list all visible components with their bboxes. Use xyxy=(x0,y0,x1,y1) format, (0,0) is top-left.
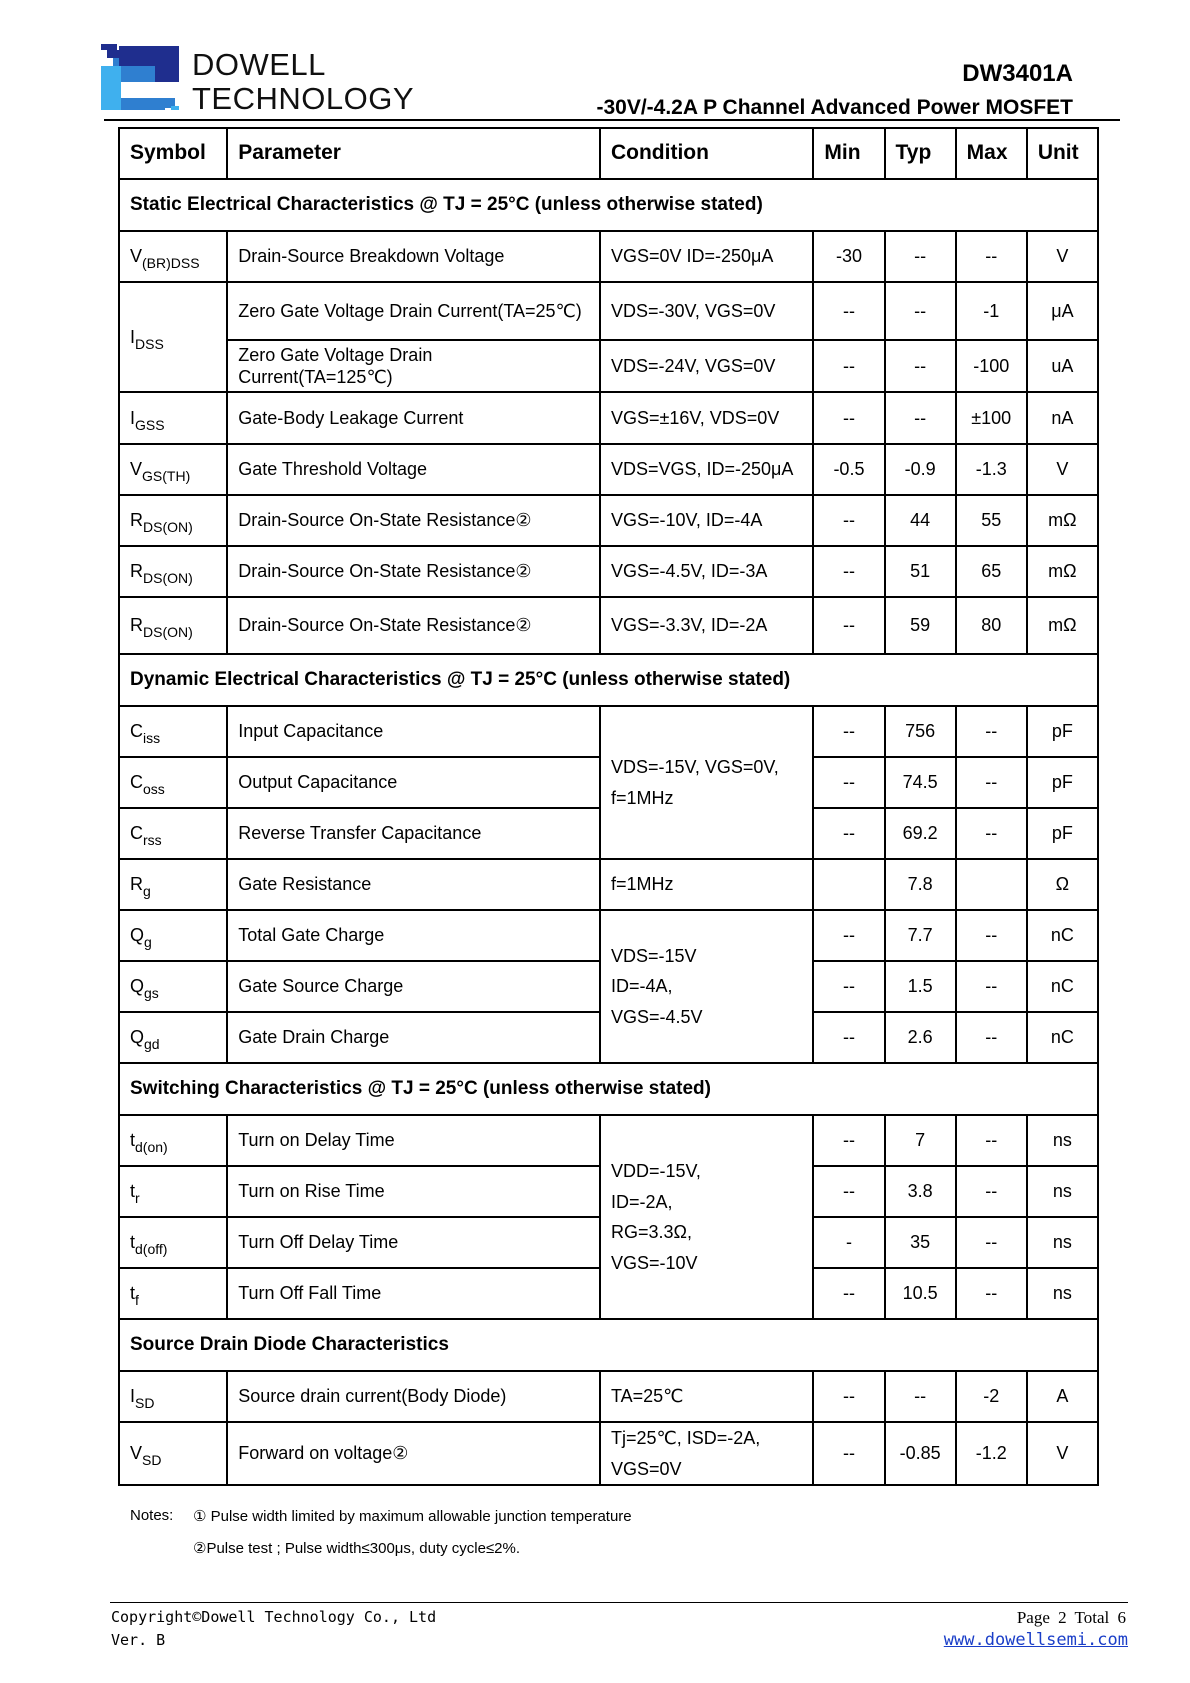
parameter-cell: Drain-Source On-State Resistance② xyxy=(227,495,600,546)
typ-cell: 756 xyxy=(885,706,956,757)
symbol-letter: t xyxy=(130,1232,136,1253)
header-max: Max xyxy=(956,128,1027,179)
table-row xyxy=(119,392,1098,444)
min-cell: -- xyxy=(813,1371,884,1422)
symbol-cell xyxy=(119,495,227,546)
symbol-cell xyxy=(119,392,227,444)
part-number: DW3401A xyxy=(962,60,1073,87)
symbol-letter: Q xyxy=(130,1027,145,1048)
min-cell: -- xyxy=(813,546,884,597)
symbol-letter: V xyxy=(130,459,143,480)
symbol-subscript: DS(ON) xyxy=(143,519,193,536)
max-cell: -100 xyxy=(956,340,1027,392)
condition-cell: VGS=0V ID=-250μA xyxy=(600,231,813,282)
parameter-cell: Zero Gate Voltage Drain Current(TA=125℃) xyxy=(227,340,600,392)
notes xyxy=(130,1507,632,1557)
condition-cell: VGS=±16V, VDS=0V xyxy=(600,392,813,444)
parameter-cell: Total Gate Charge xyxy=(227,910,600,961)
symbol-cell xyxy=(119,706,227,757)
max-cell: ±100 xyxy=(956,392,1027,444)
symbol-subscript: d(on) xyxy=(135,1139,168,1156)
condition-cell: VGS=-10V, ID=-4A xyxy=(600,495,813,546)
unit-cell: nA xyxy=(1027,392,1098,444)
condition-line: VDD=-15V, xyxy=(610,1161,701,1181)
symbol-letter: t xyxy=(130,1283,136,1304)
symbol-letter: R xyxy=(130,874,143,895)
typ-cell: -- xyxy=(885,282,956,340)
min-cell: -- xyxy=(813,1422,884,1485)
condition-cell xyxy=(600,1422,813,1485)
parameter-cell: Source drain current(Body Diode) xyxy=(227,1371,600,1422)
table-row xyxy=(119,910,1098,961)
symbol-letter: I xyxy=(130,407,136,428)
min-cell: -- xyxy=(813,706,884,757)
section-row-diode xyxy=(119,1319,1098,1371)
min-cell: -0.5 xyxy=(813,444,884,495)
symbol-cell xyxy=(119,1115,227,1166)
table-row xyxy=(119,1371,1098,1422)
table-row xyxy=(119,546,1098,597)
header-parameter: Parameter xyxy=(227,128,600,179)
unit-cell: nC xyxy=(1027,961,1098,1012)
symbol-letter: V xyxy=(130,1443,143,1464)
symbol-cell xyxy=(119,546,227,597)
note-1: ① Pulse width limited by maximum allowable junction temperature xyxy=(193,1508,632,1525)
symbol-letter: R xyxy=(130,615,143,636)
header-unit: Unit xyxy=(1027,128,1098,179)
symbol-subscript: oss xyxy=(143,781,165,798)
max-cell: 80 xyxy=(956,597,1027,654)
unit-cell: mΩ xyxy=(1027,546,1098,597)
parameter-cell: Input Capacitance xyxy=(227,706,600,757)
typ-cell: 51 xyxy=(885,546,956,597)
notes-label: Notes: xyxy=(130,1507,174,1524)
table-row xyxy=(119,444,1098,495)
header-min: Min xyxy=(813,128,884,179)
symbol-subscript: (BR)DSS xyxy=(142,255,200,272)
min-cell: -- xyxy=(813,597,884,654)
min-cell xyxy=(813,859,884,910)
max-cell: -- xyxy=(956,1115,1027,1166)
symbol-cell xyxy=(119,757,227,808)
symbol-subscript: g xyxy=(143,883,151,900)
table-row xyxy=(119,340,1098,392)
symbol-subscript: GS(TH) xyxy=(142,468,191,485)
min-cell: -- xyxy=(813,1166,884,1217)
unit-cell: mΩ xyxy=(1027,597,1098,654)
typ-cell: 3.8 xyxy=(885,1166,956,1217)
min-cell: -- xyxy=(813,495,884,546)
symbol-cell xyxy=(119,1268,227,1319)
typ-cell: -- xyxy=(885,392,956,444)
condition-line: VGS=-10V xyxy=(610,1252,698,1273)
typ-cell: 69.2 xyxy=(885,808,956,859)
condition-cell: f=1MHz xyxy=(600,859,813,910)
condition-line: ID=-4A, xyxy=(610,976,673,997)
symbol-cell xyxy=(119,808,227,859)
unit-cell: pF xyxy=(1027,706,1098,757)
typ-cell: 7 xyxy=(885,1115,956,1166)
condition-line: f=1MHz xyxy=(610,787,674,808)
unit-cell: uA xyxy=(1027,340,1098,392)
symbol-subscript: DS(ON) xyxy=(143,570,193,587)
symbol-cell xyxy=(119,961,227,1012)
header-condition: Condition xyxy=(600,128,813,179)
symbol-cell xyxy=(119,859,227,910)
parameter-cell: Drain-Source On-State Resistance② xyxy=(227,546,600,597)
unit-cell: μA xyxy=(1027,282,1098,340)
max-cell: -- xyxy=(956,706,1027,757)
max-cell: -- xyxy=(956,1217,1027,1268)
footer-rule xyxy=(110,1602,1128,1603)
symbol-letter: I xyxy=(130,1386,136,1407)
max-cell: 55 xyxy=(956,495,1027,546)
symbol-cell xyxy=(119,1012,227,1063)
symbol-letter: R xyxy=(130,561,143,582)
table-row xyxy=(119,1115,1098,1166)
max-cell: -2 xyxy=(956,1371,1027,1422)
unit-cell: nC xyxy=(1027,910,1098,961)
parameter-cell: Drain-Source Breakdown Voltage xyxy=(227,231,600,282)
min-cell: - xyxy=(813,1217,884,1268)
symbol-cell xyxy=(119,1371,227,1422)
section-title-diode: Source Drain Diode Characteristics xyxy=(119,1319,1098,1371)
table-row xyxy=(119,859,1098,910)
header-typ: Typ xyxy=(885,128,956,179)
parameter-cell: Gate Drain Charge xyxy=(227,1012,600,1063)
logo-text-technology: TECHNOLOGY xyxy=(192,81,415,116)
symbol-letter: Q xyxy=(130,925,145,946)
company-logo xyxy=(101,44,415,124)
condition-cell: VDS=VGS, ID=-250μA xyxy=(600,444,813,495)
typ-cell: -0.85 xyxy=(885,1422,956,1485)
condition-line: VGS=-4.5V xyxy=(610,1006,703,1027)
min-cell: -- xyxy=(813,757,884,808)
symbol-subscript: rss xyxy=(143,832,162,849)
symbol-cell xyxy=(119,1166,227,1217)
symbol-subscript: SD xyxy=(142,1452,162,1469)
section-row-switching xyxy=(119,1063,1098,1115)
header-symbol: Symbol xyxy=(119,128,227,179)
symbol-letter: t xyxy=(130,1130,136,1151)
unit-cell: pF xyxy=(1027,757,1098,808)
parameter-cell: Turn Off Delay Time xyxy=(227,1217,600,1268)
symbol-cell xyxy=(119,1422,227,1485)
unit-cell: ns xyxy=(1027,1268,1098,1319)
symbol-subscript: DSS xyxy=(135,335,164,352)
condition-cell: VGS=-4.5V, ID=-3A xyxy=(600,546,813,597)
unit-cell: pF xyxy=(1027,808,1098,859)
parameter-cell: Turn Off Fall Time xyxy=(227,1268,600,1319)
version-text: Ver. B xyxy=(111,1631,166,1649)
copyright-text: Copyright©Dowell Technology Co., Ltd xyxy=(111,1608,437,1626)
condition-line: ID=-2A, xyxy=(610,1191,673,1212)
condition-cell: VDS=-30V, VGS=0V xyxy=(600,282,813,340)
typ-cell: -- xyxy=(885,340,956,392)
document-subtitle: -30V/-4.2A P Channel Advanced Power MOSFET xyxy=(596,96,1073,119)
parameter-cell: Gate Source Charge xyxy=(227,961,600,1012)
website-link[interactable]: www.dowellsemi.com xyxy=(943,1630,1128,1650)
condition-cell: VGS=-3.3V, ID=-2A xyxy=(600,597,813,654)
symbol-letter: C xyxy=(130,721,143,742)
max-cell: -- xyxy=(956,757,1027,808)
condition-cell xyxy=(600,910,813,1063)
unit-cell: V xyxy=(1027,444,1098,495)
max-cell: -1.3 xyxy=(956,444,1027,495)
symbol-letter: R xyxy=(130,510,143,531)
symbol-subscript: gs xyxy=(144,985,159,1002)
max-cell: -- xyxy=(956,1012,1027,1063)
min-cell: -- xyxy=(813,392,884,444)
table-row xyxy=(119,1422,1098,1485)
symbol-subscript: f xyxy=(135,1292,139,1309)
max-cell: -- xyxy=(956,910,1027,961)
min-cell: -- xyxy=(813,1115,884,1166)
note-2: ②Pulse test ; Pulse width≤300μs, duty cycle≤2%. xyxy=(193,1540,521,1557)
max-cell: -- xyxy=(956,961,1027,1012)
condition-line: VDS=-15V, VGS=0V, xyxy=(610,757,779,777)
page-indicator: Page 2 Total 6 xyxy=(1016,1608,1126,1627)
section-title-dynamic: Dynamic Electrical Characteristics @ TJ = 25°C (unless otherwise stated) xyxy=(119,654,1098,706)
section-title-static: Static Electrical Characteristics @ TJ = 25°C (unless otherwise stated) xyxy=(119,179,1098,231)
condition-line: RG=3.3Ω, xyxy=(610,1222,692,1242)
symbol-cell xyxy=(119,231,227,282)
typ-cell: 35 xyxy=(885,1217,956,1268)
parameter-cell: Gate Resistance xyxy=(227,859,600,910)
parameter-cell: Gate-Body Leakage Current xyxy=(227,392,600,444)
min-cell: -30 xyxy=(813,231,884,282)
typ-cell: 7.7 xyxy=(885,910,956,961)
table-row xyxy=(119,706,1098,757)
min-cell: -- xyxy=(813,961,884,1012)
typ-cell: -0.9 xyxy=(885,444,956,495)
condition-cell: VDS=-24V, VGS=0V xyxy=(600,340,813,392)
typ-cell: 10.5 xyxy=(885,1268,956,1319)
typ-cell: 59 xyxy=(885,597,956,654)
symbol-subscript: DS(ON) xyxy=(143,624,193,641)
symbol-cell xyxy=(119,910,227,961)
table-row xyxy=(119,495,1098,546)
table-header-row xyxy=(119,128,1098,179)
dowell-logo-mark-icon xyxy=(101,44,189,116)
condition-cell: TA=25℃ xyxy=(600,1371,813,1422)
header-rule xyxy=(104,119,1120,121)
min-cell: -- xyxy=(813,808,884,859)
symbol-subscript: iss xyxy=(143,730,161,747)
max-cell: -1 xyxy=(956,282,1027,340)
typ-cell: -- xyxy=(885,1371,956,1422)
parameter-cell: Turn on Rise Time xyxy=(227,1166,600,1217)
condition-cell xyxy=(600,706,813,859)
symbol-subscript: r xyxy=(135,1190,140,1207)
unit-cell: ns xyxy=(1027,1115,1098,1166)
unit-cell: mΩ xyxy=(1027,495,1098,546)
symbol-subscript: d(off) xyxy=(135,1241,168,1258)
symbol-subscript: gd xyxy=(144,1036,160,1053)
max-cell: -- xyxy=(956,808,1027,859)
condition-cell xyxy=(600,1115,813,1319)
symbol-letter: Q xyxy=(130,976,145,997)
typ-cell: 1.5 xyxy=(885,961,956,1012)
unit-cell: V xyxy=(1027,231,1098,282)
symbol-letter: C xyxy=(130,772,143,793)
parameter-cell: Output Capacitance xyxy=(227,757,600,808)
symbol-cell xyxy=(119,597,227,654)
condition-line: VGS=0V xyxy=(610,1458,682,1479)
typ-cell: 7.8 xyxy=(885,859,956,910)
symbol-letter: V xyxy=(130,246,143,267)
unit-cell: ns xyxy=(1027,1217,1098,1268)
parameter-cell: Gate Threshold Voltage xyxy=(227,444,600,495)
typ-cell: 44 xyxy=(885,495,956,546)
condition-line: Tj=25℃, ISD=-2A, xyxy=(610,1428,761,1448)
min-cell: -- xyxy=(813,340,884,392)
parameter-cell: Forward on voltage② xyxy=(227,1422,600,1485)
condition-line: VDS=-15V xyxy=(610,945,697,966)
max-cell: 65 xyxy=(956,546,1027,597)
unit-cell: nC xyxy=(1027,1012,1098,1063)
section-row-dynamic xyxy=(119,654,1098,706)
symbol-subscript: GSS xyxy=(135,416,165,433)
electrical-characteristics-table xyxy=(118,127,1099,1486)
min-cell: -- xyxy=(813,1268,884,1319)
symbol-subscript: SD xyxy=(135,1395,155,1412)
max-cell xyxy=(956,859,1027,910)
typ-cell: 2.6 xyxy=(885,1012,956,1063)
unit-cell: A xyxy=(1027,1371,1098,1422)
min-cell: -- xyxy=(813,1012,884,1063)
unit-cell: V xyxy=(1027,1422,1098,1485)
symbol-cell xyxy=(119,444,227,495)
table-row xyxy=(119,597,1098,654)
symbol-subscript: g xyxy=(144,934,152,951)
symbol-cell xyxy=(119,1217,227,1268)
typ-cell: 74.5 xyxy=(885,757,956,808)
table-row xyxy=(119,231,1098,282)
parameter-cell: Turn on Delay Time xyxy=(227,1115,600,1166)
parameter-cell: Reverse Transfer Capacitance xyxy=(227,808,600,859)
unit-cell: ns xyxy=(1027,1166,1098,1217)
min-cell: -- xyxy=(813,282,884,340)
section-row-static xyxy=(119,179,1098,231)
symbol-letter: C xyxy=(130,823,143,844)
symbol-cell xyxy=(119,282,227,392)
logo-text-dowell: DOWELL xyxy=(192,47,326,82)
section-title-switching: Switching Characteristics @ TJ = 25°C (unless otherwise stated) xyxy=(119,1063,1098,1115)
parameter-cell: Drain-Source On-State Resistance② xyxy=(227,597,600,654)
max-cell: -1.2 xyxy=(956,1422,1027,1485)
table-row xyxy=(119,282,1098,340)
symbol-letter: I xyxy=(130,326,136,347)
min-cell: -- xyxy=(813,910,884,961)
symbol-letter: t xyxy=(130,1181,136,1202)
unit-cell: Ω xyxy=(1027,859,1098,910)
max-cell: -- xyxy=(956,231,1027,282)
max-cell: -- xyxy=(956,1166,1027,1217)
parameter-cell: Zero Gate Voltage Drain Current(TA=25℃) xyxy=(227,282,600,340)
max-cell: -- xyxy=(956,1268,1027,1319)
typ-cell: -- xyxy=(885,231,956,282)
